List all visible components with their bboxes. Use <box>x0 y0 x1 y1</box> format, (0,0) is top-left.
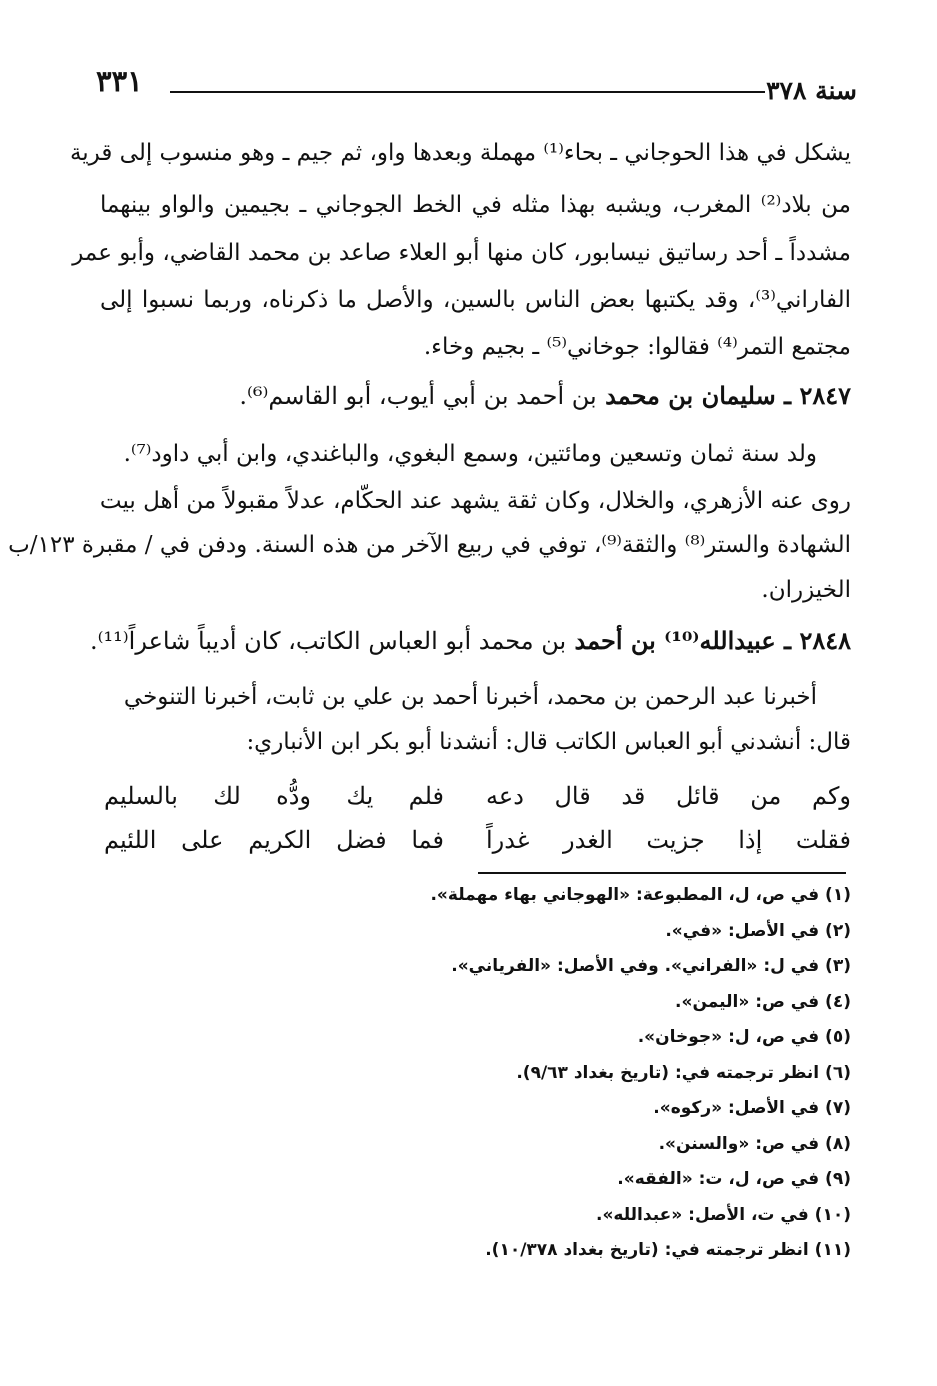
verse-second-hemistich: فما فضل الكريم على اللئيم <box>104 826 444 854</box>
text-line: الخيزران. <box>761 577 851 603</box>
footnote: (٧) في الأصل: «ركوه». <box>653 1098 851 1118</box>
text-line: ولد سنة ثمان وتسعين ومائتين، وسمع البغوي، والباغندي، وابن أبي داود⁽⁷⁾. <box>123 441 817 467</box>
entry-heading-2847 <box>100 381 851 410</box>
text-line: من بلاد⁽²⁾ المغرب، ويشبه بهذا مثله في الخط الجوجاني ـ بجيمين والواو بينهما <box>100 192 852 218</box>
entry-rest: بن محمد أبو العباس الكاتب، كان أديباً شاعراً⁽¹¹⁾. <box>90 627 567 655</box>
text-line: أخبرنا عبد الرحمن بن محمد، أخبرنا أحمد بن علي بن ثابت، أخبرنا التنوخي <box>123 684 817 710</box>
text-line: مجتمع التمر⁽⁴⁾ فقالوا: جوخاني⁽⁵⁾ ـ بجيم وخاء. <box>423 334 851 360</box>
entry-name: عبيدالله⁽¹⁰⁾ بن أحمد <box>574 626 776 655</box>
entry-number: ٢٨٤٨ ـ <box>784 626 851 655</box>
text-line: يشكل في هذا الحوجاني ـ بحاء⁽¹⁾ مهملة وبعدها واو، ثم جيم ـ وهو منسوب إلى قرية <box>69 140 851 166</box>
entry-number: ٢٨٤٧ ـ <box>784 381 851 410</box>
footnote: (١) في ص، ل، المطبوعة: «الهوجاني بهاء مهملة». <box>430 885 851 905</box>
header-rule <box>170 91 765 93</box>
verse-first-hemistich: فقلت إذا جزيت الغدر غدراً <box>486 826 851 854</box>
running-title: سنة ٣٧٨ <box>766 76 857 105</box>
footnote: (٤) في ص: «اليمن». <box>675 992 851 1012</box>
text-line: مشدداً ـ أحد رساتيق نيسابور، كان منها أبو العلاء صاعد بن محمد القاضي، وأبو عمر <box>72 240 851 266</box>
footnote: (٦) انظر ترجمته في: (تاريخ بغداد ٩/٦٣). <box>516 1063 851 1083</box>
footnote-separator <box>478 872 846 874</box>
entry-name: سليمان بن محمد <box>605 381 776 410</box>
footnote: (٣) في ل: «الفراني». وفي الأصل: «الفرياني». <box>451 956 851 976</box>
footnote: (٢) في الأصل: «في». <box>665 921 851 941</box>
text-line: قال: أنشدني أبو العباس الكاتب قال: أنشدنا أبو بكر ابن الأنباري: <box>246 729 851 755</box>
footnote: (١٠) في ت، الأصل: «عبدالله». <box>595 1205 851 1225</box>
verse-second-hemistich: فلم يك ودُّه لك بالسليم <box>104 782 444 810</box>
footnote: (٥) في ص، ل: «جوخان». <box>637 1027 851 1047</box>
entry-rest: بن أحمد بن أبي أيوب، أبو القاسم⁽⁶⁾. <box>239 382 597 410</box>
footnote: (٩) في ص، ل، ت: «الفقه». <box>617 1169 851 1189</box>
verse-first-hemistich: وكم من قائل قد قال دعه <box>486 782 851 810</box>
entry-heading-2848 <box>90 626 851 655</box>
footnote: (٨) في ص: «والسنن». <box>658 1134 851 1154</box>
text-line: الفاراني⁽³⁾، وقد يكتبها بعض الناس بالسين، والأصل ما ذكرناه، وربما نسبوا إلى <box>100 287 851 313</box>
text-line: الشهادة والستر⁽⁸⁾ والثقة⁽⁹⁾، توفي في ربيع الآخر من هذه السنة. ودفن في / مقبرة ١٢٣/ب <box>8 532 851 558</box>
page-number: ٣٣١ <box>96 64 143 98</box>
text-line: روى عنه الأزهري، والخلال، وكان ثقة يشهد عند الحكّام، عدلاً مقبولاً من أهل بيت <box>99 488 851 514</box>
footnote: (١١) انظر ترجمته في: (تاريخ بغداد ١٠/٣٧٨). <box>485 1240 851 1260</box>
